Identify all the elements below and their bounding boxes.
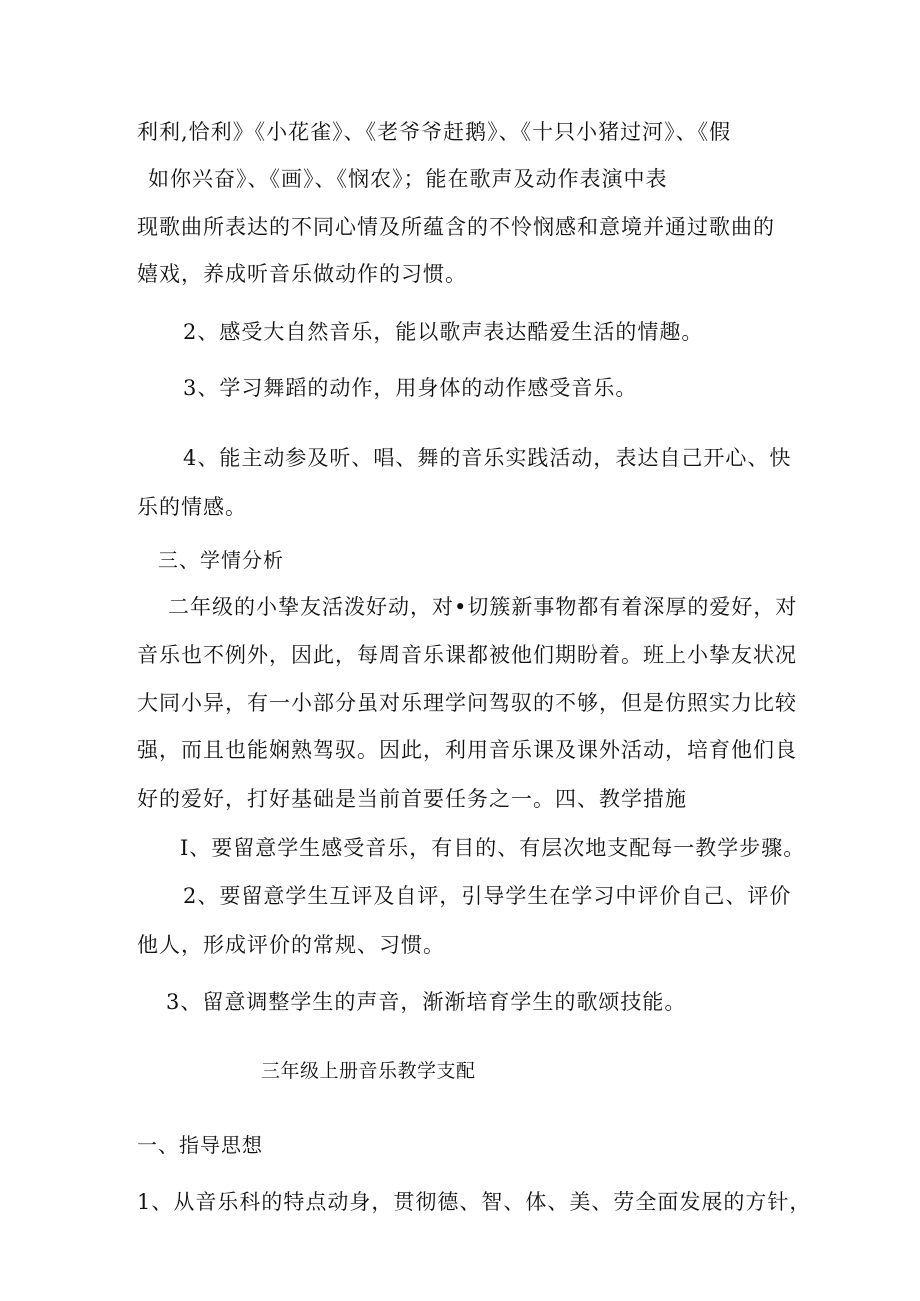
- list-item: 3、留意调整学生的声音，渐渐培育学生的歌颂技能。: [166, 990, 687, 1014]
- section-heading: 一、指导思想: [137, 1133, 263, 1157]
- text-line: 嬉戏，养成听音乐做动作的习惯。: [137, 262, 467, 286]
- paragraph-line: 音乐也不例外，因此，每周音乐课都被他们期盼着。班上小挚友状况: [137, 643, 797, 667]
- list-item: 2、感受大自然音乐，能以歌声表达酷爱生活的情趣。: [183, 320, 704, 344]
- text-line: 乐的情感。: [137, 495, 247, 519]
- list-item: 3、学习舞蹈的动作，用身体的动作感受音乐。: [183, 376, 638, 400]
- list-item: 1、从音乐科的特点动身，贯彻德、智、体、美、劳全面发展的方针，: [137, 1190, 812, 1214]
- paragraph-line: 二年级的小挚友活泼好动，对•切簇新事物都有着深厚的爱好，对: [168, 595, 798, 619]
- text-line: 他人，形成评价的常规、习惯。: [137, 933, 445, 957]
- text-line: 如你兴奋》、《画》、《悯农》；能在歌声及动作表演中表: [148, 167, 668, 191]
- section-heading: 三、学情分析: [158, 548, 284, 572]
- paragraph-line: 好的爱好，打好基础是当前首要任务之一。四、教学措施: [137, 787, 687, 811]
- paragraph-line: 大同小异，有一小部分虽对乐理学问驾驭的不够，但是仿照实力比较: [137, 691, 797, 715]
- text-line: 利利,恰利》《小花雀》、《老爷爷赶鹅》、《十只小猪过河》、《假: [137, 120, 732, 144]
- document-subtitle: 三年级上册音乐教学支配: [261, 1060, 476, 1082]
- list-item: 2、要留意学生互评及自评，引导学生在学习中评价自己、评价: [183, 884, 792, 908]
- list-item: 4、能主动参及听、唱、舞的音乐实践活动，表达自己开心、快: [183, 446, 792, 470]
- paragraph-line: 强，而且也能娴熟驾驭。因此，利用音乐课及课外活动，培育他们良: [137, 738, 797, 762]
- text-line: 现歌曲所表达的不同心情及所蕴含的不怜悯感和意境并通过歌曲的: [137, 215, 775, 239]
- list-item: I、要留意学生感受音乐，有目的、有层次地支配每一教学步骤。: [180, 836, 806, 860]
